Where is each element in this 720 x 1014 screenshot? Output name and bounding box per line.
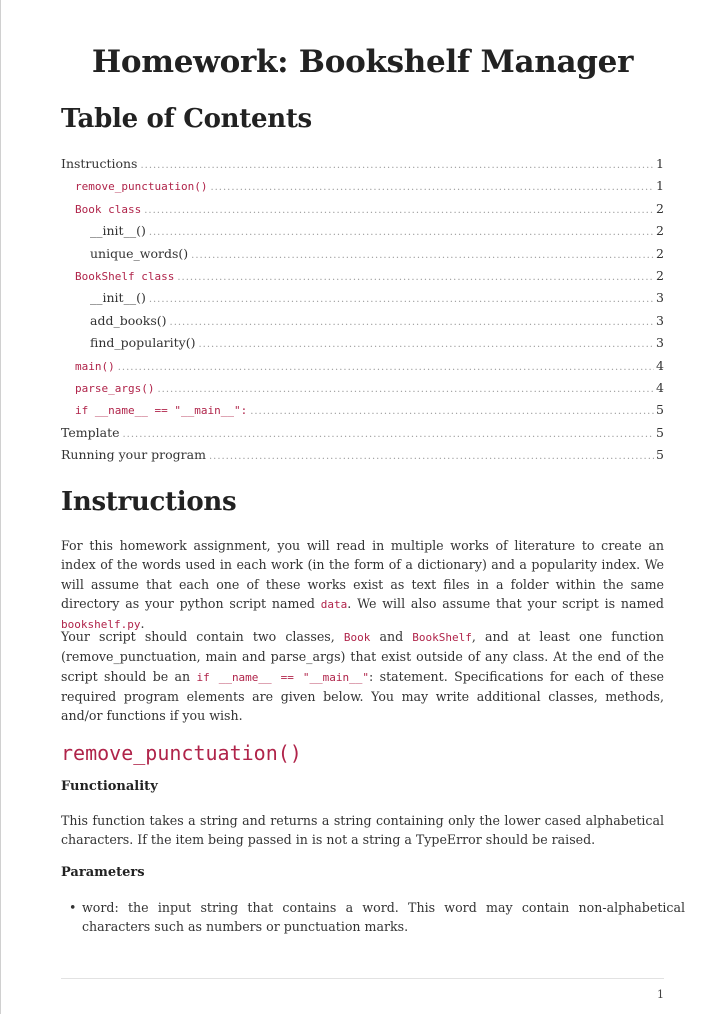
toc-entry-label: parse_args(): [75, 381, 155, 395]
toc-entry-find-popularity[interactable]: [61, 332, 664, 354]
toc-entry-page: 4: [656, 357, 664, 373]
toc-entry-label: main(): [75, 359, 115, 373]
toc-entry-page: 5: [656, 447, 664, 463]
text-run: and: [370, 629, 413, 644]
toc-leader-dots: [177, 267, 654, 289]
toc-leader-dots: [140, 155, 654, 177]
parameters-heading: Parameters: [61, 865, 145, 880]
page-title: Homework: Bookshelf Manager: [91, 44, 634, 80]
toc-entry-running-program[interactable]: [61, 444, 664, 466]
toc-entry-main[interactable]: [61, 355, 664, 377]
inline-code: Book: [343, 631, 371, 644]
toc-entry-book-init[interactable]: [61, 220, 664, 242]
inline-code: BookShelf: [412, 631, 472, 644]
toc-entry-label: Template: [61, 424, 120, 440]
table-of-contents: [61, 153, 664, 466]
toc-entry-page: 4: [656, 379, 664, 395]
toc-entry-label: Instructions: [61, 156, 138, 171]
toc-entry-page: 2: [656, 245, 664, 261]
toc-entry-label: Book class: [75, 202, 142, 216]
toc-entry-book-class[interactable]: [61, 198, 664, 220]
toc-leader-dots: [209, 446, 654, 468]
parameters-list: [61, 898, 685, 937]
text-run: For this homework assignment, you will read in multiple works of literature to create an index of the words used in each work (in the form of a dictionary) and a popularity index. We will assume that each one of these works exist as text files in a folder within the same directory as your python script named: [61, 538, 664, 611]
instructions-paragraph-2: [61, 627, 664, 725]
toc-entry-if-name-main[interactable]: [61, 399, 664, 421]
toc-entry-parse-args[interactable]: [61, 377, 664, 399]
toc-entry-page: 2: [656, 200, 664, 216]
toc-entry-label: find_popularity(): [90, 335, 196, 351]
toc-heading: Table of Contents: [61, 104, 312, 134]
text-run: . We will also assume that your script is named: [347, 595, 664, 611]
toc-leader-dots: [198, 334, 654, 356]
toc-entry-page: 5: [656, 424, 664, 440]
toc-leader-dots: [250, 401, 654, 423]
toc-entry-page: 1: [656, 178, 664, 194]
toc-entry-bookshelf-init[interactable]: [61, 287, 664, 309]
toc-leader-dots: [170, 312, 655, 334]
inline-code: data: [320, 597, 348, 611]
toc-entry-label: __init__(): [90, 223, 146, 239]
toc-entry-unique-words[interactable]: [61, 243, 664, 265]
inline-code: bookshelf.py: [61, 618, 141, 632]
page-number: 1: [657, 988, 664, 1001]
toc-entry-label: add_books(): [90, 312, 167, 328]
toc-entry-page: 2: [656, 267, 664, 283]
toc-entry-template[interactable]: [61, 422, 664, 444]
toc-entry-page: 3: [656, 290, 664, 306]
toc-entry-label: remove_punctuation(): [75, 180, 208, 194]
functionality-text: This function takes a string and returns a string containing only the lower cased alphabetical characters. If the item being passed in is not a string a TypeError should be raised.: [61, 813, 664, 848]
toc-leader-dots: [118, 357, 654, 379]
footer-divider: [61, 978, 664, 979]
toc-entry-label: unique_words(): [90, 245, 189, 261]
toc-leader-dots: [144, 200, 654, 222]
toc-entry-add-books[interactable]: [61, 310, 664, 332]
text-run: , and at least one function (remove_punctuation, main and parse_args) that exist outside of any class. At the end of the script should be an: [61, 629, 664, 684]
remove-punctuation-heading: remove_punctuation(): [61, 741, 302, 765]
toc-entry-page: 3: [656, 312, 664, 328]
toc-entry-remove-punctuation[interactable]: [61, 175, 664, 197]
text-run: .: [140, 616, 145, 632]
toc-leader-dots: [210, 177, 654, 199]
inline-code: if __name__ == "__main__": [196, 670, 370, 684]
text-run: Your script should contain two classes,: [61, 629, 344, 644]
toc-entry-label: BookShelf class: [75, 269, 175, 283]
text-run: : statement. Specifications for each of these required program elements are given below. You may write additional classes, methods, and/or functions if you wish.: [61, 668, 664, 724]
toc-entry-page: 1: [656, 156, 664, 171]
toc-leader-dots: [157, 379, 654, 401]
toc-leader-dots: [191, 245, 654, 267]
functionality-heading: Functionality: [61, 779, 158, 794]
toc-entry-label: if __name__ == "__main__":: [75, 404, 248, 418]
toc-entry-page: 2: [656, 223, 664, 239]
toc-entry-label: Running your program: [61, 447, 206, 463]
toc-entry-instructions[interactable]: [61, 153, 664, 175]
instructions-paragraph-1: [61, 536, 664, 634]
toc-entry-page: 3: [656, 335, 664, 351]
toc-leader-dots: [123, 424, 655, 446]
toc-leader-dots: [149, 289, 654, 311]
toc-leader-dots: [149, 222, 654, 244]
instructions-heading: Instructions: [61, 487, 237, 517]
list-item: • word: the input string that contains a word. This word may contain non-alphabetical characters such as numbers or punctuation marks.: [82, 898, 685, 937]
toc-entry-page: 5: [656, 402, 664, 418]
toc-entry-bookshelf-class[interactable]: [61, 265, 664, 287]
toc-entry-label: __init__(): [90, 290, 146, 306]
